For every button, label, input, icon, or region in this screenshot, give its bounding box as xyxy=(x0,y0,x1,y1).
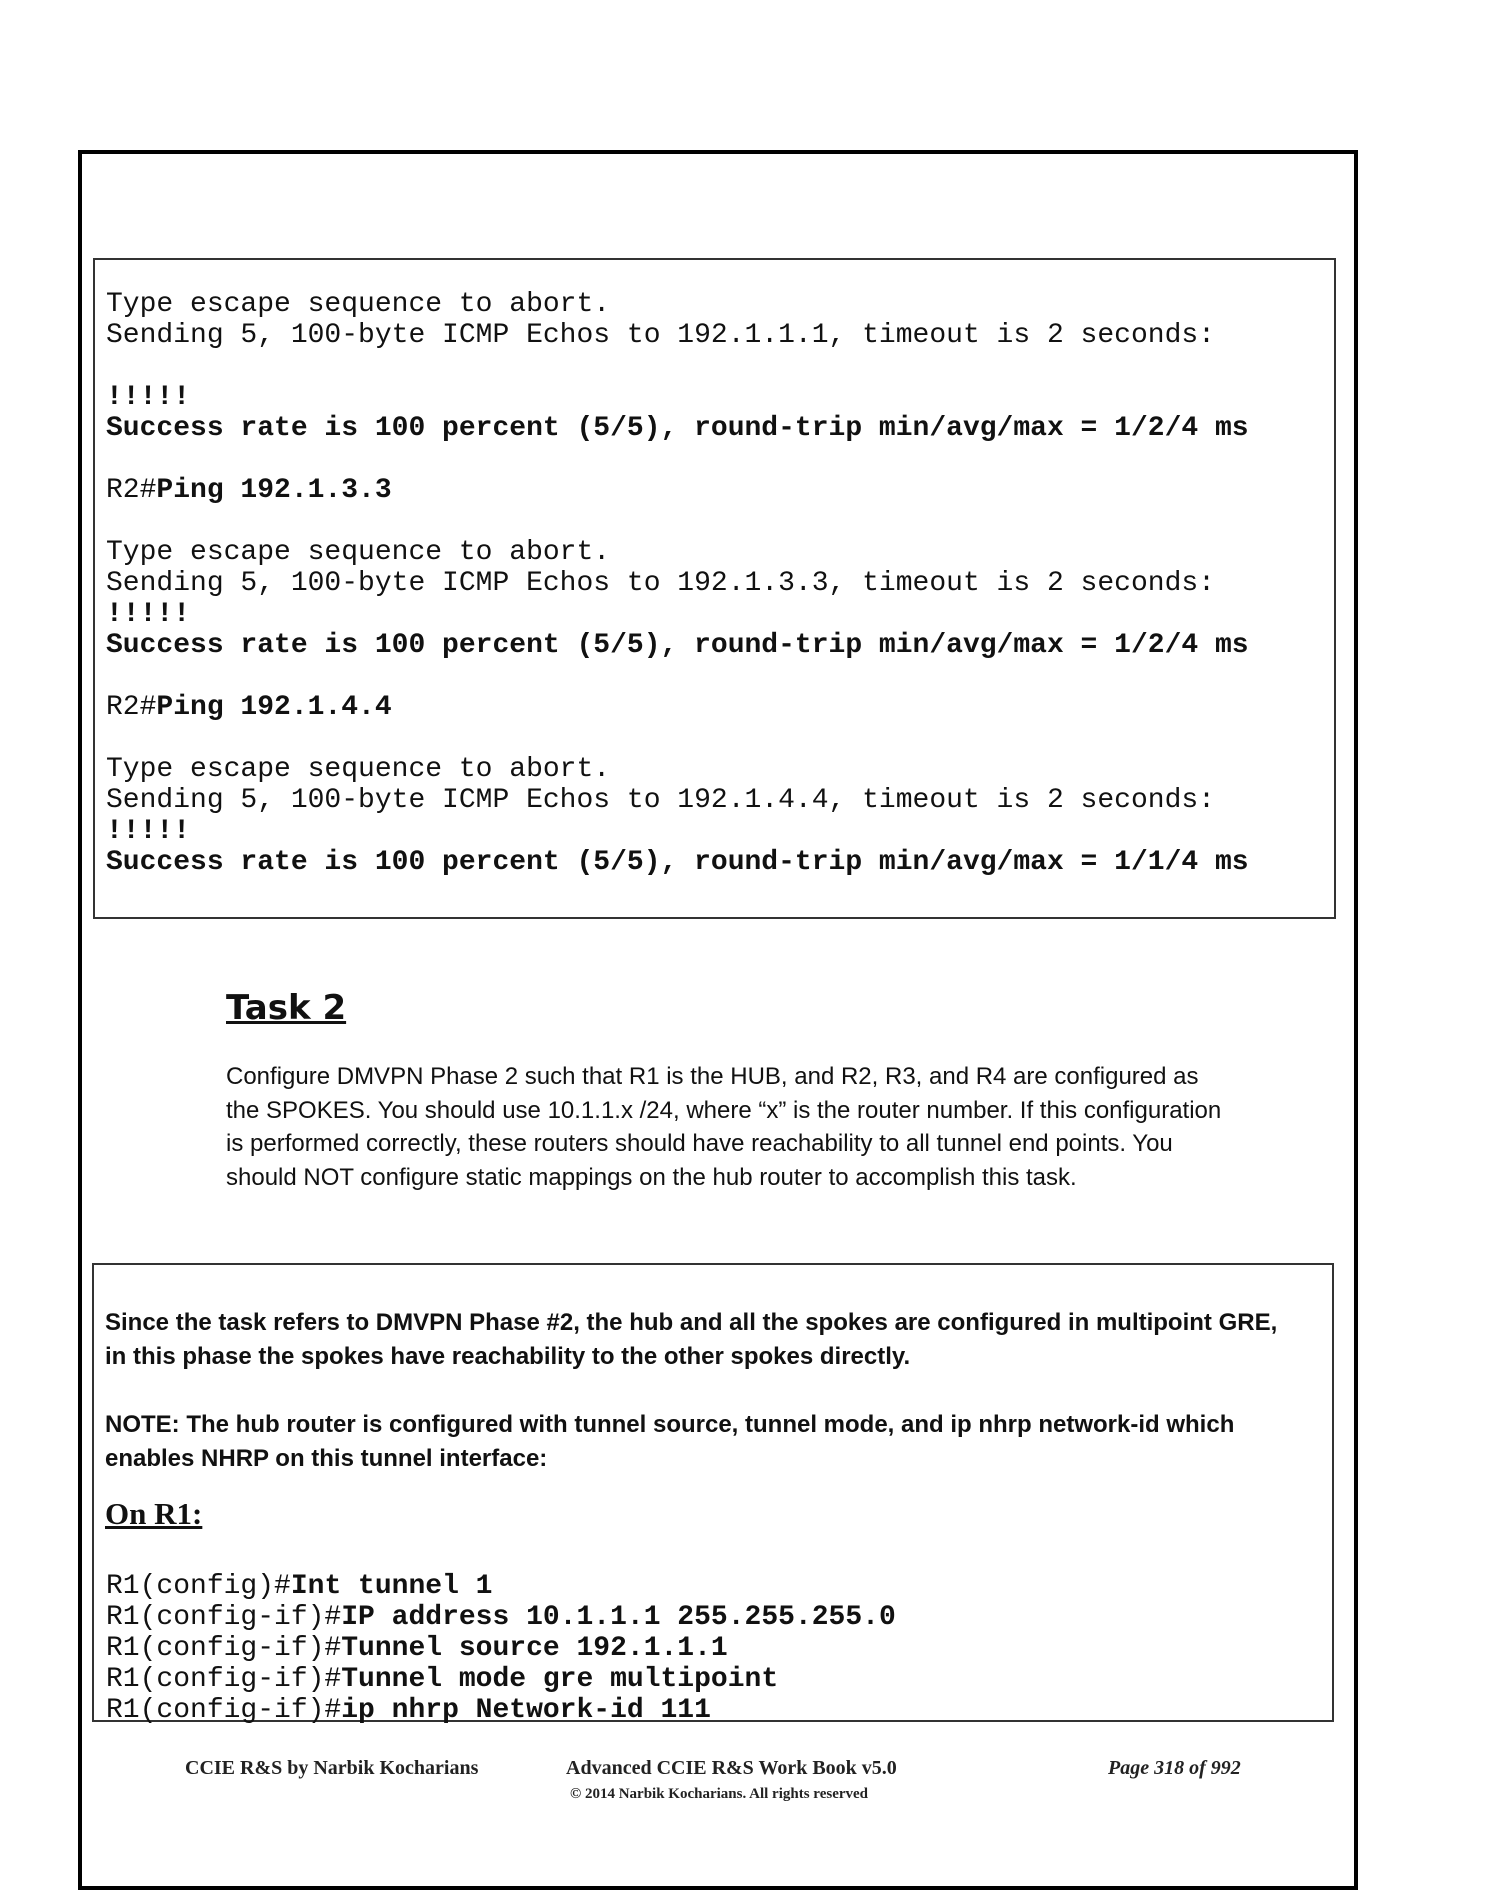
code-prompt: Sending 5, 100-byte ICMP Echos to 192.1.3.3, timeout is 2 seconds: xyxy=(106,568,1215,599)
code-line xyxy=(106,1571,896,1602)
code-prompt: Type escape sequence to abort. xyxy=(106,537,611,568)
explanation-paragraph-1: Since the task refers to DMVPN Phase #2, the hub and all the spokes are configured in multipoint GRE, in this phase the spokes have reachability to the other spokes directly. xyxy=(105,1309,1278,1370)
code-command: ip nhrp Network-id 111 xyxy=(341,1695,711,1726)
code-prompt: R1(config-if)# xyxy=(106,1633,342,1664)
footer-author: CCIE R&S by Narbik Kocharians xyxy=(185,1757,479,1779)
code-line xyxy=(106,754,1249,785)
code-line xyxy=(106,723,1249,754)
code-line xyxy=(106,1602,896,1633)
code-line xyxy=(106,537,1249,568)
code-prompt: R1(config-if)# xyxy=(106,1695,342,1726)
section-heading-on-r1: On R1: xyxy=(105,1496,203,1531)
footer-copyright: © 2014 Narbik Kocharians. All rights reserved xyxy=(570,1786,869,1802)
footer-page-number: Page 318 of 992 xyxy=(1108,1757,1241,1779)
explanation-note: NOTE: The hub router is configured with tunnel source, tunnel mode, and ip nhrp network-id which enables NHRP on this tunnel interface: xyxy=(105,1411,1235,1472)
code-line xyxy=(106,444,1249,475)
code-prompt: R2# xyxy=(106,692,157,723)
task-title: Task 2 xyxy=(226,988,347,1028)
code-line xyxy=(106,599,1249,630)
code-command: Tunnel mode gre multipoint xyxy=(341,1664,779,1695)
code-command: !!!!! xyxy=(106,382,191,413)
code-line xyxy=(106,320,1249,351)
code-prompt: Type escape sequence to abort. xyxy=(106,289,611,320)
code-line xyxy=(106,568,1249,599)
code-prompt: Sending 5, 100-byte ICMP Echos to 192.1.1.1, timeout is 2 seconds: xyxy=(106,320,1215,351)
code-command: Ping 192.1.3.3 xyxy=(156,475,392,506)
code-command: !!!!! xyxy=(106,816,191,847)
code-command: Ping 192.1.4.4 xyxy=(156,692,392,723)
code-command: Tunnel source 192.1.1.1 xyxy=(341,1633,728,1664)
code-line xyxy=(106,816,1249,847)
code-command: Int tunnel 1 xyxy=(290,1571,493,1602)
code-line xyxy=(106,1664,896,1695)
code-command: !!!!! xyxy=(106,599,191,630)
footer-book-title: Advanced CCIE R&S Work Book v5.0 xyxy=(566,1757,897,1779)
code-line xyxy=(106,351,1249,382)
code-line xyxy=(106,1695,896,1726)
code-line xyxy=(106,661,1249,692)
code-prompt: Type escape sequence to abort. xyxy=(106,754,611,785)
code-prompt: R1(config-if)# xyxy=(106,1664,342,1695)
ping-output-code xyxy=(106,289,1249,878)
code-line xyxy=(106,1633,896,1664)
code-command: Success rate is 100 percent (5/5), round-trip min/avg/max = 1/2/4 ms xyxy=(106,413,1249,444)
code-prompt: R1(config)# xyxy=(106,1571,291,1602)
code-command: IP address 10.1.1.1 255.255.255.0 xyxy=(341,1602,896,1633)
code-prompt: Sending 5, 100-byte ICMP Echos to 192.1.4.4, timeout is 2 seconds: xyxy=(106,785,1215,816)
code-prompt: R2# xyxy=(106,475,157,506)
code-line xyxy=(106,506,1249,537)
code-prompt: R1(config-if)# xyxy=(106,1602,342,1633)
task-description: Configure DMVPN Phase 2 such that R1 is the HUB, and R2, R3, and R4 are configured as the SPOKES. You should use 10.1.1.x /24, where “x” is the router number. If this configuration is performed correctly, these routers should have reachability to all tunnel end points. You should NOT configure static mappings on the hub router to accomplish this task. xyxy=(226,1063,1222,1191)
code-command: Success rate is 100 percent (5/5), round-trip min/avg/max = 1/1/4 ms xyxy=(106,847,1249,878)
code-line xyxy=(106,289,1249,320)
code-line xyxy=(106,630,1249,661)
r1-config-code xyxy=(106,1571,896,1726)
code-line xyxy=(106,413,1249,444)
code-line xyxy=(106,785,1249,816)
code-command: Success rate is 100 percent (5/5), round-trip min/avg/max = 1/2/4 ms xyxy=(106,630,1249,661)
code-line xyxy=(106,692,1249,723)
code-line xyxy=(106,382,1249,413)
code-line xyxy=(106,847,1249,878)
code-line xyxy=(106,475,1249,506)
